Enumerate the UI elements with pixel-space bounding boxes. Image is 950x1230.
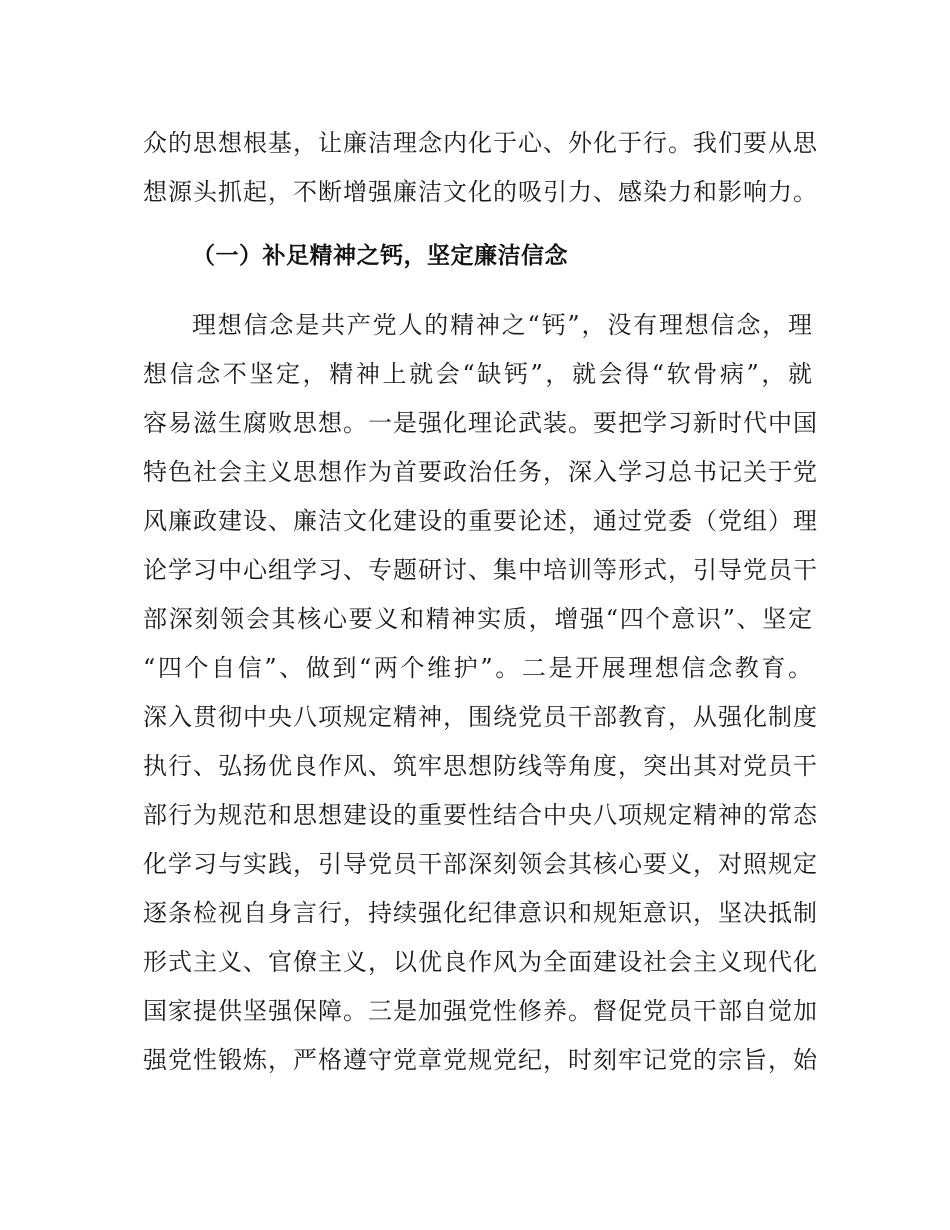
body-line-5: 风廉政建设、廉洁文化建设的重要论述，通过党委（党组）理 xyxy=(143,507,818,535)
body-line-14: 形式主义、官僚主义，以优良作风为全面建设社会主义现代化 xyxy=(143,948,818,976)
body-line-16: 强党性锻炼，严格遵守党章党规党纪，时刻牢记党的宗旨，始 xyxy=(143,1046,818,1074)
body-line-11: 部行为规范和思想建设的重要性结合中央八项规定精神的常态 xyxy=(143,801,818,829)
body-line-4: 特色社会主义思想作为首要政治任务，深入学习总书记关于党 xyxy=(143,458,818,486)
body-line-9: 深入贯彻中央八项规定精神，围绕党员干部教育，从强化制度 xyxy=(143,703,818,731)
body-line-2: 想信念不坚定，精神上就会“缺钙”，就会得“软骨病”，就 xyxy=(143,360,813,388)
body-line-7: 部深刻领会其核心要义和精神实质，增强“四个意识”、坚定 xyxy=(143,605,813,633)
body-line-15: 国家提供坚强保障。三是加强党性修养。督促党员干部自觉加 xyxy=(143,997,818,1025)
body-line-13: 逐条检视自身言行，持续强化纪律意识和规矩意识，坚决抵制 xyxy=(143,899,818,927)
section-heading: （一）补足精神之钙，坚定廉洁信念 xyxy=(192,243,568,269)
intro-line-1: 众的思想根基，让廉洁理念内化于心、外化于行。我们要从思 xyxy=(143,129,818,157)
body-line-1: 理想信念是共产党人的精神之“钙”，没有理想信念，理 xyxy=(192,311,813,339)
body-line-3: 容易滋生腐败思想。一是强化理论武装。要把学习新时代中国 xyxy=(143,409,818,437)
body-line-8: “四个自信”、做到“两个维护”。二是开展理想信念教育。 xyxy=(143,654,813,682)
intro-line-2: 想源头抓起，不断增强廉洁文化的吸引力、感染力和影响力。 xyxy=(143,178,818,206)
body-line-6: 论学习中心组学习、专题研讨、集中培训等形式，引导党员干 xyxy=(143,556,818,584)
body-line-10: 执行、弘扬优良作风、筑牢思想防线等角度，突出其对党员干 xyxy=(143,752,818,780)
body-line-12: 化学习与实践，引导党员干部深刻领会其核心要义，对照规定 xyxy=(143,850,818,878)
